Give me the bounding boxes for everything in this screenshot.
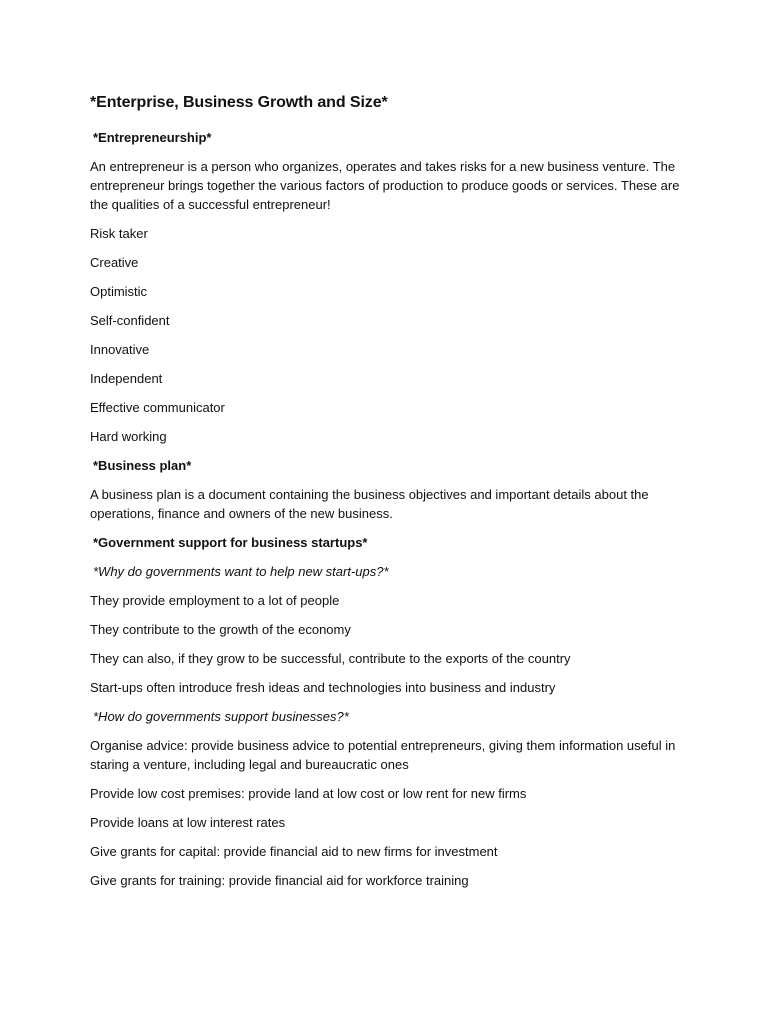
entrepreneurship-intro: An entrepreneur is a person who organizes, operates and takes risks for a new business venture. The entrepreneur brings together the various factors of production to produce goods or services. These are the qualities of a successful entrepreneur! <box>90 159 680 212</box>
list-item: Self-confident <box>90 313 170 328</box>
list-item: Provide low cost premises: provide land at low cost or low rent for new firms <box>90 786 527 801</box>
section-heading-government-support: *Government support for business startups* <box>93 535 368 550</box>
section-heading-entrepreneurship: *Entrepreneurship* <box>93 130 212 145</box>
list-item: Organise advice: provide business advice to potential entrepreneurs, giving them information useful in staring a venture, including legal and bureaucratic ones <box>90 738 676 772</box>
list-item: Effective communicator <box>90 400 225 415</box>
list-item: Creative <box>90 255 139 270</box>
why-list <box>90 591 690 697</box>
subheading-how-support: *How do governments support businesses?* <box>93 709 349 724</box>
business-plan-text: A business plan is a document containing the business objectives and important details about the operations, finance and owners of the new business. <box>90 487 649 521</box>
list-item: Independent <box>90 371 163 386</box>
document-title: *Enterprise, Business Growth and Size* <box>90 94 388 111</box>
list-item: They can also, if they grow to be successful, contribute to the exports of the country <box>90 651 571 666</box>
list-item: They contribute to the growth of the economy <box>90 622 351 637</box>
qualities-list <box>90 224 690 446</box>
how-list <box>90 736 690 890</box>
document-page <box>90 92 690 900</box>
list-item: Provide loans at low interest rates <box>90 815 286 830</box>
section-heading-business-plan: *Business plan* <box>93 458 192 473</box>
list-item: Give grants for training: provide financial aid for workforce training <box>90 873 469 888</box>
list-item: Risk taker <box>90 226 148 241</box>
list-item: Optimistic <box>90 284 148 299</box>
list-item: Give grants for capital: provide financial aid to new firms for investment <box>90 844 498 859</box>
subheading-why-help: *Why do governments want to help new start-ups?* <box>93 564 389 579</box>
list-item: Start-ups often introduce fresh ideas and technologies into business and industry <box>90 680 556 695</box>
list-item: They provide employment to a lot of people <box>90 593 340 608</box>
list-item: Innovative <box>90 342 150 357</box>
list-item: Hard working <box>90 429 167 444</box>
